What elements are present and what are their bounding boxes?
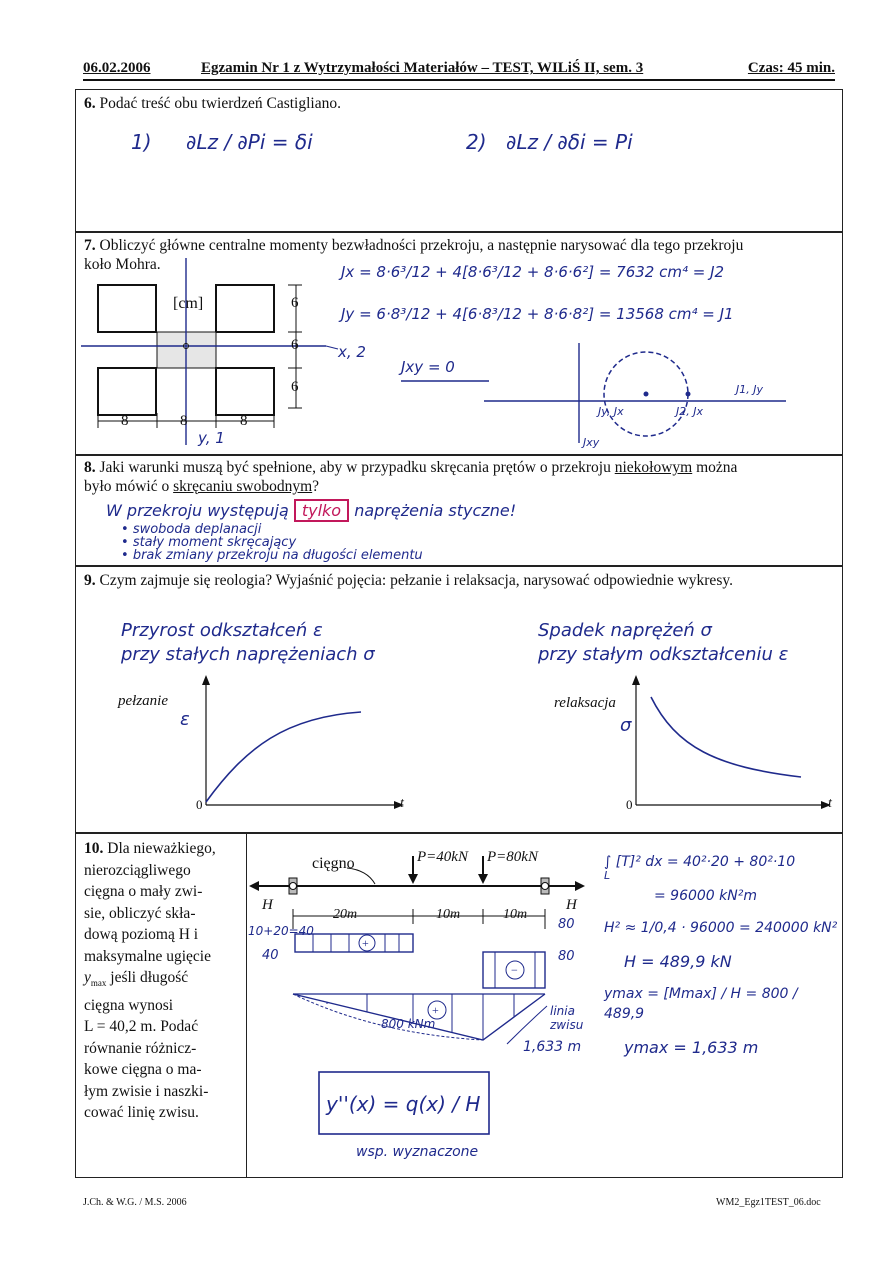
question-7-text: 7. Obliczyć główne centralne momenty bezwładności przekroju, a następnie narysować dla tego przekroju koło Mohra. xyxy=(84,237,744,273)
relax-axis-x: t xyxy=(828,796,832,811)
dim-8b: 8 xyxy=(180,413,188,429)
dim-6c: 6 xyxy=(291,379,299,395)
question-8-text: 8. Jaki warunki muszą być spełnione, aby w przypadku skręcania prętów o przekroju niekołowym można było mówić o skręcaniu swobodnym? xyxy=(84,459,738,495)
creep-origin: 0 xyxy=(196,797,203,812)
q9-left-answer: Przyrost odkształceń ε przy stałych naprężeniach σ xyxy=(121,620,375,665)
exam-time: Czas: 45 min. xyxy=(747,60,835,76)
h-right-label: H xyxy=(566,897,577,913)
creep-axis-x: t xyxy=(400,796,404,811)
p1-label: P=40kN xyxy=(417,849,468,865)
reaction-left: 10+20=40 xyxy=(248,924,314,938)
jy-formula: Jy = 6·8³/12 + 4[6·8³/12 + 8·6·8²] = 13568 cm⁴ = J1 xyxy=(341,305,734,323)
question-9-text: 9. Czym zajmuje się reologia? Wyjaśnić pojęcia: pełzanie i relaksacja, narysować odpowiednie wykresy. xyxy=(84,572,733,589)
q6-answer2: ∂Lz / ∂δi = Pi xyxy=(506,130,633,154)
reaction-right: 80 xyxy=(558,917,575,932)
footer-left: J.Ch. & W.G. / M.S. 2006 xyxy=(83,1197,187,1208)
q8-answer-line: W przekroju występują tylko naprężenia styczne! xyxy=(106,501,517,520)
mohr-label-4: Jxy xyxy=(583,436,600,449)
q8-bullet-1: • swoboda deplanacji xyxy=(121,522,262,537)
q10-calculations: ∫ [T]² dx = 40²·20 + 80²·10 L = 96000 kN²m H² ≈ 1/0,4 · 96000 = 240000 kN² H = 489,9 kN ymax = [Mmax] / H = 800 / 489,9 ymax = 1,633 m xyxy=(604,854,838,1057)
svg-text:−: − xyxy=(511,963,518,977)
dim-8a: 8 xyxy=(121,413,129,429)
question-8-box xyxy=(75,455,843,566)
footer-right: WM2_Egz1TEST_06.doc xyxy=(716,1197,821,1208)
q8-bullet-3: • brak zmiany przekroju na długości elementu xyxy=(121,548,423,563)
axis-x-label: x, 2 xyxy=(338,343,366,361)
h-left-label: H xyxy=(262,897,273,913)
sag-value: 1,633 m xyxy=(523,1039,582,1055)
dim-6a: 6 xyxy=(291,295,299,311)
mohr-label-3: J2, Jx xyxy=(676,405,703,418)
svg-text:+: + xyxy=(362,936,369,950)
mohr-label-2: Jy, Jx xyxy=(598,405,624,418)
question-6-text: 6. Podać treść obu twierdzeń Castigliano. xyxy=(84,95,341,112)
span-1: 20m xyxy=(333,907,358,922)
q10-note: wsp. wyznaczone xyxy=(356,1144,479,1160)
relax-origin: 0 xyxy=(626,797,633,812)
cable-label: cięgno xyxy=(312,855,355,872)
dim-6b: 6 xyxy=(291,337,299,353)
relax-label: relaksacja xyxy=(554,695,616,711)
question-10-box xyxy=(75,833,843,1178)
creep-label: pełzanie xyxy=(118,693,168,709)
span-3: 10m xyxy=(503,907,528,922)
jxy-formula: Jxy = 0 xyxy=(401,358,455,376)
question-9-box xyxy=(75,566,843,833)
q8-bullets xyxy=(121,523,423,562)
q6-answer1-label: 1) xyxy=(131,130,152,154)
reaction-right-2: 80 xyxy=(558,949,575,964)
question-6-box xyxy=(75,89,843,232)
axis-y-label: y, 1 xyxy=(198,429,225,447)
svg-text:+: + xyxy=(432,1003,439,1017)
creep-axis-y: ε xyxy=(180,709,190,730)
mohr-label-1: J1, Jy xyxy=(736,383,763,396)
header-rule xyxy=(83,79,835,81)
differential-equation: y''(x) = q(x) / H xyxy=(326,1092,481,1116)
dim-8c: 8 xyxy=(240,413,248,429)
q9-right-answer: Spadek naprężeń σ przy stałym odkształceniu ε xyxy=(538,620,789,665)
unit-label: [cm] xyxy=(173,295,204,312)
q6-answer1: ∂Lz / ∂Pi = δi xyxy=(186,130,313,154)
exam-title: Egzamin Nr 1 z Wytrzymałości Materiałów – TEST, WILiŚ II, sem. 3 xyxy=(201,60,644,76)
reaction-left-2: 40 xyxy=(262,948,279,963)
span-2: 10m xyxy=(436,907,461,922)
moment-label: 800 kNm xyxy=(381,1017,436,1031)
rheology-charts xyxy=(76,567,842,832)
q8-bullet-2: • stały moment skręcający xyxy=(121,535,297,550)
exam-date: 06.02.2006 xyxy=(83,60,151,76)
relax-axis-y: σ xyxy=(620,715,632,736)
question-10-text: 10. Dla nieważkiego, nierozciągliwego cięgna o mały zwi- sie, obliczyć skła- dową poziomą H i maksymalne ugięcie $y_{max}$ jeśli długość cięgna wynosi L = 40,2 m. Podać równanie różnicz- kowe cięgna o ma- łym zwisie i naszki- cować linię zwisu. xyxy=(84,840,216,1122)
question-7-box xyxy=(75,232,843,455)
jx-formula: Jx = 8·6³/12 + 4[8·6³/12 + 8·6·6²] = 7632 cm⁴ = J2 xyxy=(341,263,725,281)
q6-answer2-label: 2) xyxy=(466,130,487,154)
sag-label: linia zwisu xyxy=(550,1004,584,1032)
p2-label: P=80kN xyxy=(487,849,538,865)
